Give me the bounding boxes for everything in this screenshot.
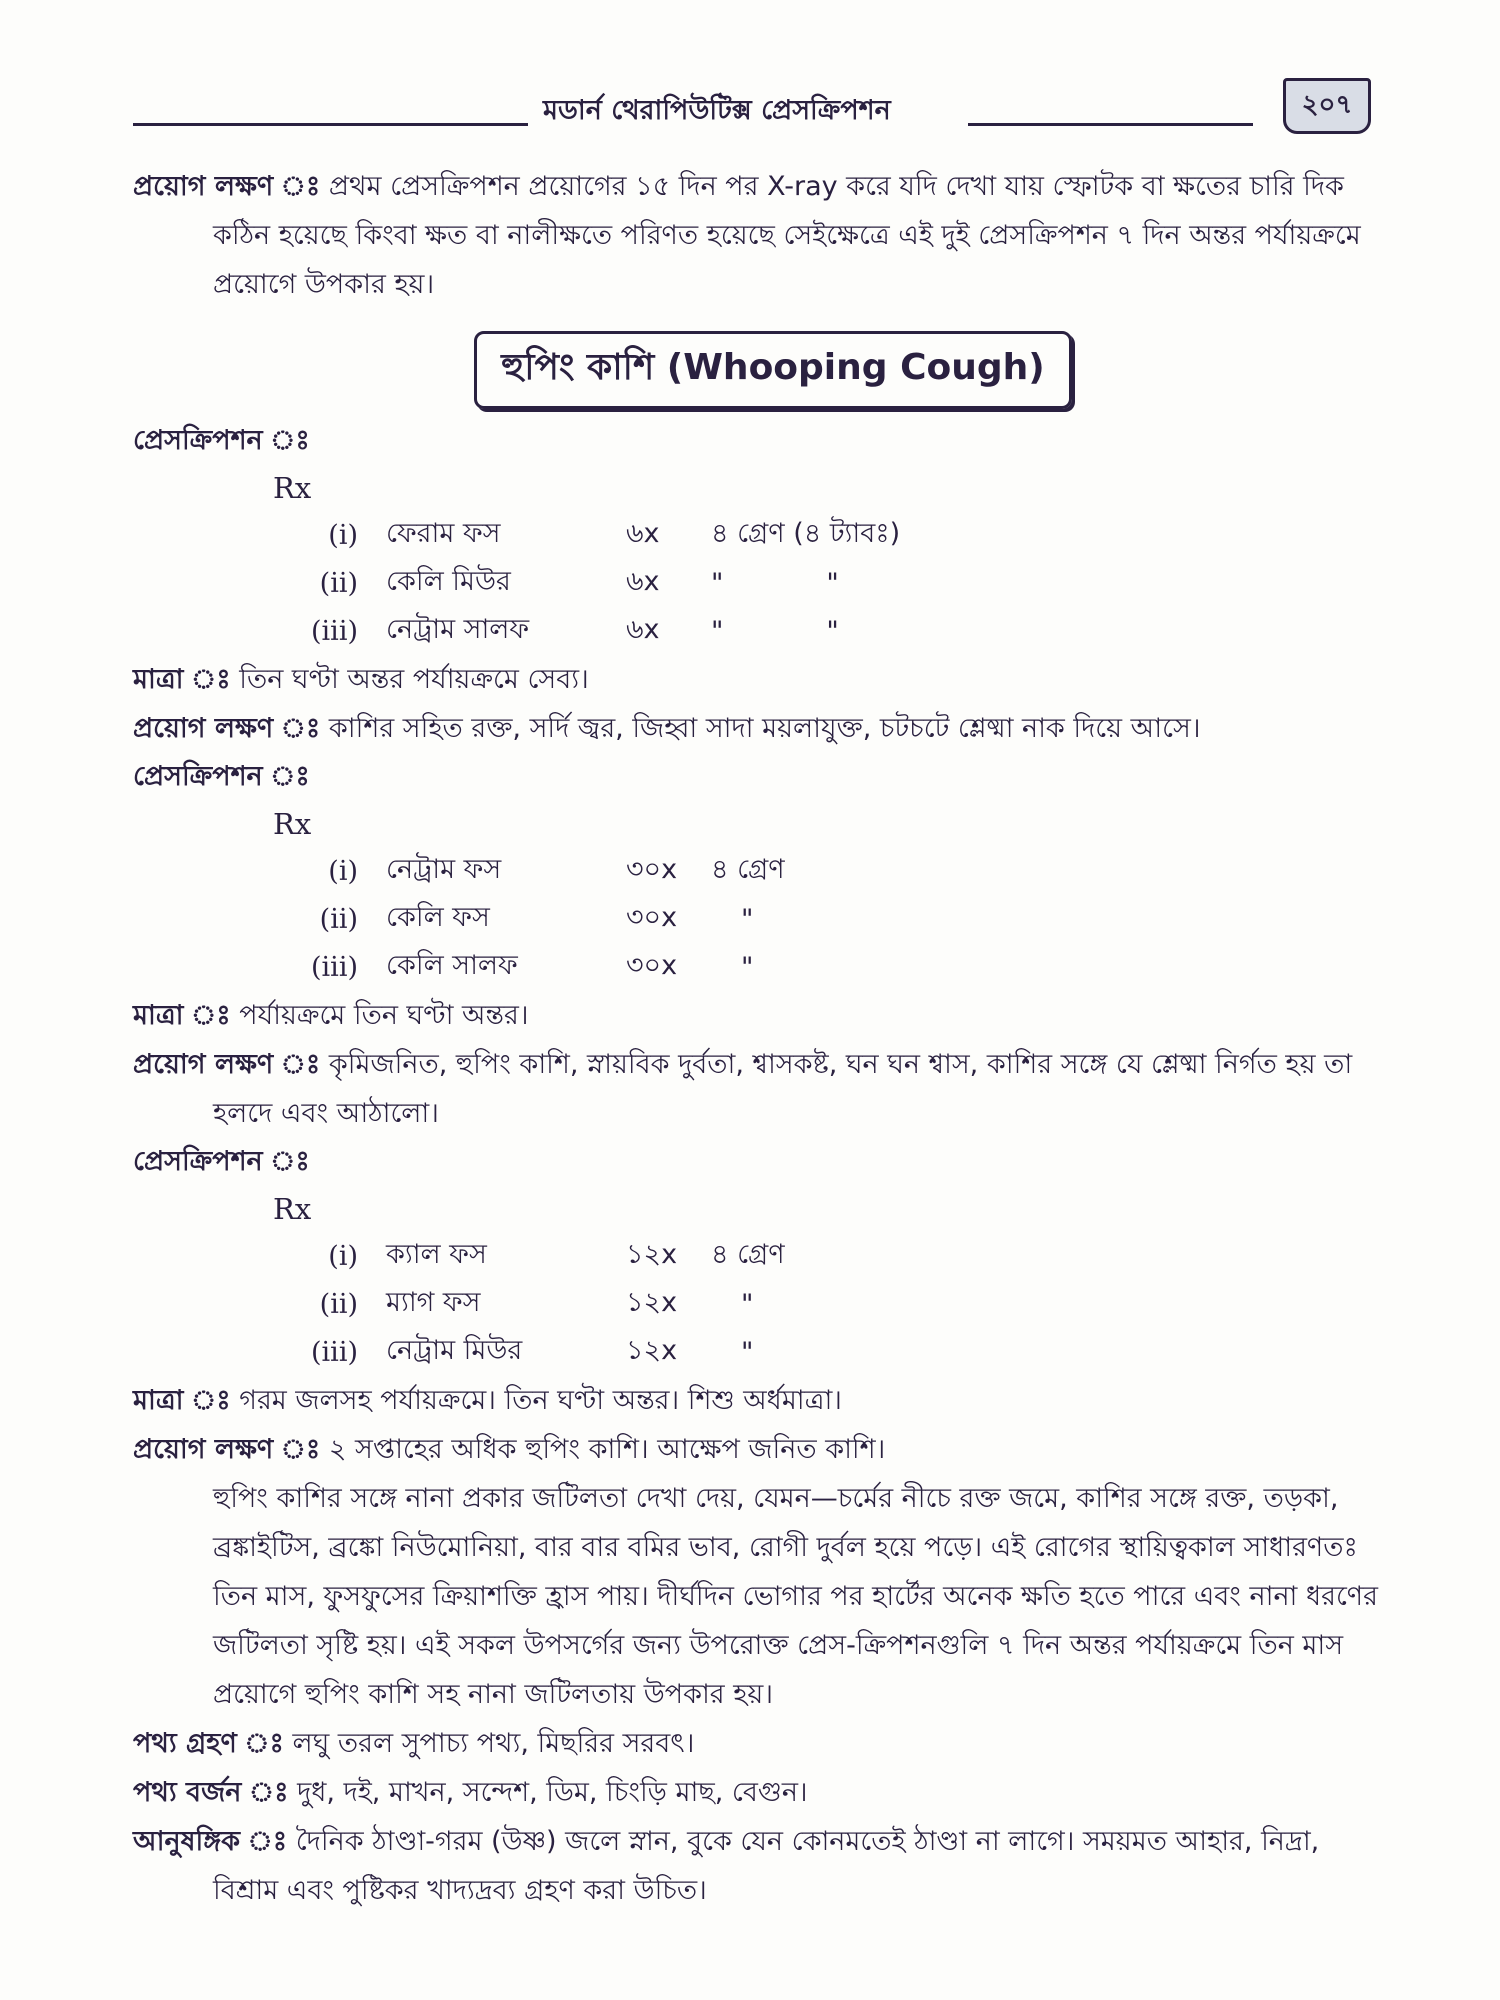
prescription-2-rx: Rx [273, 807, 312, 841]
table-row [283, 943, 961, 991]
medicine-dose: ৪ গ্রেণ (৪ ট্যাবঃ) [711, 517, 901, 549]
prescription-3-dosage [133, 1376, 1383, 1425]
medicine-potency: ৬x [626, 517, 660, 549]
diet-avoid-text: দুধ, দই, মাখন, সন্দেশ, ডিম, চিংড়ি মাছ, বেগুন। [297, 1777, 808, 1808]
prescription-2-dosage [133, 991, 1383, 1040]
medicine-dose: ৪ গ্রেণ [711, 853, 785, 885]
indication-text: ২ সপ্তাহের অধিক হুপিং কাশি। আক্ষেপ জনিত কাশি। [328, 1434, 886, 1465]
medicine-name: কেলি সালফ [386, 949, 518, 981]
dosage-text: পর্যায়ক্রমে তিন ঘণ্টা অন্তর। [239, 1000, 529, 1031]
auxiliary-label: আনুষঙ্গিক ঃ [133, 1826, 288, 1857]
medicine-potency: ১২x [626, 1286, 678, 1318]
header-rule-right [968, 123, 1253, 126]
medicine-dose: " [741, 1288, 754, 1320]
intro-text: প্রথম প্রেসক্রিপশন প্রয়োগের ১৫ দিন পর X-ray করে যদি দেখা যায় স্ফোটক বা ক্ষতের চারি দিক কঠিন হয়েছে কিংবা ক্ষত বা নালীক্ষতে পরিণত হয়েছে সেইক্ষেত্রে এই দুই প্রেসক্রিপশন ৭ দিন অন্তর পর্যায়ক্রমে প্রয়োগে উপকার হয়। [213, 171, 1361, 300]
running-title: মডার্ন থেরাপিউটিক্স প্রেসক্রিপশন [543, 95, 891, 126]
prescription-3-rx: Rx [273, 1192, 312, 1226]
medicine-potency: ১২x [626, 1334, 678, 1366]
medicine-name: ম্যাগ ফস [386, 1286, 481, 1318]
diet-take [133, 1719, 1383, 1768]
diet-avoid [133, 1768, 1383, 1817]
dosage-label: মাত্রা ঃ [133, 1000, 231, 1031]
prescription-2-heading: প্রেসক্রিপশন ঃ [133, 761, 310, 792]
indication-text: কাশির সহিত রক্ত, সর্দি জ্বর, জিহ্বা সাদা ময়লাযুক্ত, চটচটে শ্লেষ্মা নাক দিয়ে আসে। [328, 713, 1201, 744]
item-number: (iii) [311, 951, 358, 983]
prescription-3-table [283, 1232, 961, 1376]
header-rule-left [133, 123, 528, 126]
dosage-text: তিন ঘণ্টা অন্তর পর্যায়ক্রমে সেব্য। [239, 664, 589, 695]
indication-label: প্রয়োগ লক্ষণ ঃ [133, 1434, 321, 1465]
item-number: (iii) [311, 615, 358, 647]
page-content [133, 162, 1383, 1915]
medicine-name: নেট্রাম ফস [386, 853, 502, 885]
medicine-name: ক্যাল ফস [386, 1238, 487, 1270]
item-number: (i) [328, 1240, 358, 1272]
item-number: (i) [328, 855, 358, 887]
complications-paragraph: হুপিং কাশির সঙ্গে নানা প্রকার জটিলতা দেখা দেয়, যেমন—চর্মের নীচে রক্ত জমে, কাশির সঙ্গে রক্ত, তড়কা, ব্রঙ্কাইটিস, ব্রঙ্কো নিউমোনিয়া, বার বার বমির ভাব, রোগী দুর্বল হয়ে পড়ে। এই রোগের স্থায়িত্বকাল সাধারণতঃ তিন মাস, ফুসফুসের ক্রিয়াশক্তি হ্রাস পায়। দীর্ঘদিন ভোগার পর হার্টের অনেক ক্ষতি হতে পারে এবং নানা ধরণের জটিলতা সৃষ্টি হয়। এই সকল উপসর্গের জন্য উপরোক্ত প্রেস-ক্রিপশনগুলি ৭ দিন অন্তর পর্যায়ক্রমে তিন মাস প্রয়োগে হুপিং কাশি সহ নানা জটিলতায় উপকার হয়। [213, 1483, 1378, 1710]
section-title: হুপিং কাশি (Whooping Cough) [474, 331, 1071, 409]
intro-indication [133, 162, 1383, 309]
medicine-potency: ৬x [626, 613, 660, 645]
diet-avoid-label: পথ্য বর্জন ঃ [133, 1777, 289, 1808]
item-number: (iii) [311, 1336, 358, 1368]
medicine-dose: " [741, 1336, 754, 1368]
dosage-label: মাত্রা ঃ [133, 1385, 231, 1416]
indication-label: প্রয়োগ লক্ষণ ঃ [133, 713, 321, 744]
prescription-3-heading: প্রেসক্রিপশন ঃ [133, 1146, 310, 1177]
table-row [283, 1232, 961, 1280]
medicine-dose: " " [711, 615, 839, 647]
medicine-potency: ৩০x [626, 901, 678, 933]
medicine-potency: ৩০x [626, 853, 678, 885]
table-row [283, 1328, 961, 1376]
intro-label: প্রয়োগ লক্ষণ ঃ [133, 171, 321, 202]
table-row [283, 895, 961, 943]
item-number: (i) [328, 519, 358, 551]
item-number: (ii) [319, 567, 358, 599]
item-number: (ii) [319, 1288, 358, 1320]
prescription-3-indication [133, 1425, 1383, 1474]
medicine-name: নেট্রাম সালফ [386, 613, 530, 645]
prescription-1-table [283, 511, 931, 655]
prescription-1-rx: Rx [273, 471, 312, 505]
page-header [133, 78, 1378, 138]
dosage-text: গরম জলসহ পর্যায়ক্রমে। তিন ঘণ্টা অন্তর। শিশু অর্ধমাত্রা। [239, 1385, 842, 1416]
prescription-1-dosage [133, 655, 1383, 704]
item-number: (ii) [319, 903, 358, 935]
medicine-potency: ৬x [626, 565, 660, 597]
indication-text: কৃমিজনিত, হুপিং কাশি, স্নায়বিক দুর্বতা, শ্বাসকষ্ট, ঘন ঘন শ্বাস, কাশির সঙ্গে যে শ্লেষ্মা নির্গত হয় তা হলদে এবং আঠালো। [213, 1049, 1353, 1129]
auxiliary-advice [133, 1817, 1383, 1915]
medicine-dose: " [741, 903, 754, 935]
section-title-wrap [133, 331, 1383, 409]
prescription-1-indication [133, 704, 1383, 753]
medicine-potency: ৩০x [626, 949, 678, 981]
table-row [283, 607, 931, 655]
prescription-2-indication [133, 1040, 1383, 1138]
table-row [283, 559, 931, 607]
diet-take-text: লঘু তরল সুপাচ্য পথ্য, মিছরির সরবৎ। [292, 1728, 695, 1759]
medicine-dose: " [741, 951, 754, 983]
medicine-dose: ৪ গ্রেণ [711, 1238, 785, 1270]
medicine-name: কেলি ফস [386, 901, 490, 933]
page-number: ২০৭ [1283, 78, 1371, 134]
prescription-2-table [283, 847, 961, 991]
medicine-name: ফেরাম ফস [386, 517, 501, 549]
prescription-1-heading: প্রেসক্রিপশন ঃ [133, 425, 310, 456]
medicine-potency: ১২x [626, 1238, 678, 1270]
dosage-label: মাত্রা ঃ [133, 664, 231, 695]
medicine-dose: " " [711, 567, 839, 599]
diet-take-label: পথ্য গ্রহণ ঃ [133, 1728, 284, 1759]
table-row [283, 511, 931, 559]
auxiliary-text: দৈনিক ঠাণ্ডা-গরম (উষ্ণ) জলে স্নান, বুকে যেন কোনমতেই ঠাণ্ডা না লাগে। সময়মত আহার, নিদ্রা, বিশ্রাম এবং পুষ্টিকর খাদ্যদ্রব্য গ্রহণ করা উচিত। [213, 1826, 1320, 1906]
medicine-name: নেট্রাম মিউর [386, 1334, 523, 1366]
table-row [283, 1280, 961, 1328]
indication-label: প্রয়োগ লক্ষণ ঃ [133, 1049, 321, 1080]
medicine-name: কেলি মিউর [386, 565, 511, 597]
table-row [283, 847, 961, 895]
